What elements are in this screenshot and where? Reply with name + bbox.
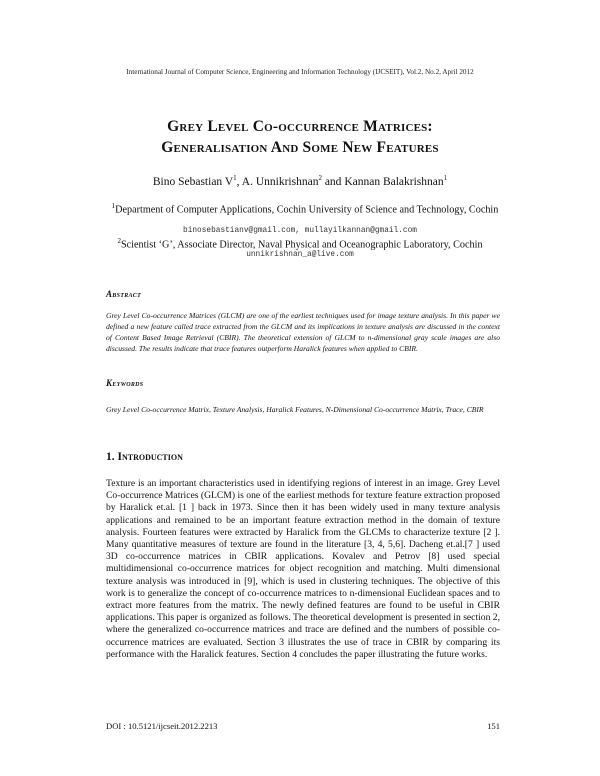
title-line-2: Generalisation And Some New Features xyxy=(161,139,439,156)
abstract-text: Grey Level Co-occurrence Matrices (GLCM) are one of the earliest techniques used for image texture analysis. In this paper we defined a new feature called trace extracted from the GLCM and its implications in texture analysis are discussed in the context of Content Based Image Retrieval (CBIR). The theoretical extension of GLCM to n-dimensional gray scale images are also discussed. The results indicate that trace features outperform Haralick features when applied to CBIR. xyxy=(106,311,500,353)
author-3-affil-mark: 1 xyxy=(443,174,448,182)
title-line-1: Grey Level Co-occurrence Matrices: xyxy=(167,118,433,135)
affiliation-1-text: Department of Computer Applications, Cochin University of Science and Technology, Cochin xyxy=(115,204,499,216)
affiliation-2 xyxy=(0,237,600,250)
affiliation-2-text: Scientist ‘G’, Associate Director, Naval Physical and Oceanographic Laboratory, Cochin xyxy=(120,239,483,251)
keywords-heading: Keywords xyxy=(106,378,144,388)
author-2-affil-mark: 2 xyxy=(318,174,322,182)
affiliation-1 xyxy=(95,200,515,216)
author-list xyxy=(0,174,600,188)
author-separator: , xyxy=(236,175,242,188)
affiliation-1-email: binosebastianv@gmail.com, mullayilkannan@gmail.com xyxy=(183,227,417,235)
keywords-text: Grey Level Co-occurrence Matrix, Texture Analysis, Haralick Features, N-Dimensional Co-occurrence Matrix, Trace, CBIR xyxy=(106,405,484,414)
author-3: Kannan Balakrishnan xyxy=(344,175,444,188)
affiliation-2-mark: 2 xyxy=(117,237,121,245)
introduction-text: Texture is an important characteristics used in identifying regions of interest in an image. Grey Level Co-occurrence Matrices (GLCM) is one of the earliest methods for texture feature extraction proposed by Haralick et.al. [1 ] back in 1973. Since then it has been widely used in many texture analysis applications and remained to be an important feature extraction method in the domain of texture analysis. Fourteen features were extracted by Haralick from the GLCMs to characterize texture [2 ]. Many quantitative measures of texture are found in the literature [3, 4, 5,6]. Dacheng et.al.[7 ] used 3D co-occurrence matrices in CBIR applications. Kovalev and Petrov [8] used special multidimensional co-occurrence matrices for object recognition and matching. Multi dimensional texture analysis was introduced in [9], which is used in clustering techniques. The objective of this work is to generalize the concept of co-occurrence matrices to n-dimensional Euclidean spaces and to extract more features from the matrix. The newly defined features are found to be useful in CBIR applications. This paper is organized as follows. The theoretical development is presented in section 2, where the generalized co-occurrence matrices and trace are defined and the numbers of possible co-occurrence matrices are evaluated. Section 3 illustrates the use of trace in CBIR by comparing its performance with the Haralick features. Section 4 concludes the paper illustrating the future works. xyxy=(106,478,500,660)
paper-title xyxy=(60,116,540,158)
affiliation-1-mark: 1 xyxy=(111,202,116,210)
author-separator: and xyxy=(321,175,345,188)
affiliation-2-email: unnikrishnan_a@live.com xyxy=(246,251,354,259)
abstract-heading: Abstract xyxy=(106,289,142,299)
author-1-affil-mark: 1 xyxy=(233,174,237,182)
author-1: Bino Sebastian V xyxy=(152,175,234,188)
footer-doi: DOI : 10.5121/ijcseit.2012.2213 xyxy=(106,721,218,731)
journal-header: International Journal of Computer Science, Engineering and Information Technology (IJCSEIT), Vol.2, No.2, April 2012 xyxy=(126,68,474,76)
page-number: 151 xyxy=(487,721,500,731)
introduction-heading: 1. Introduction xyxy=(106,451,183,463)
author-2: A. Unnikrishnan xyxy=(241,175,319,188)
